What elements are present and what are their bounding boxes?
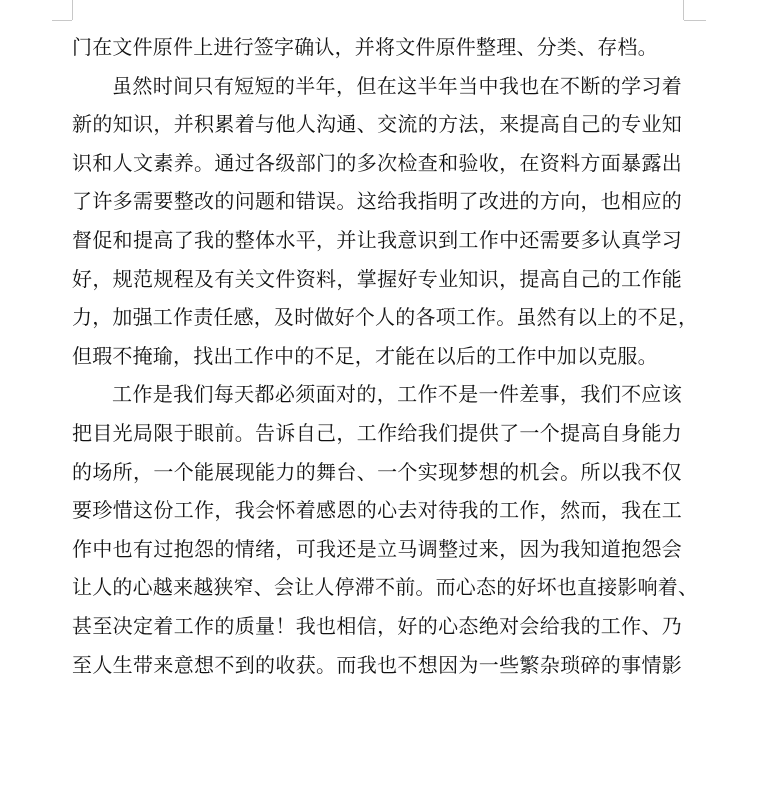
paragraph-first-line: 工作是我们每天都必须面对的，工作不是一件差事，我们不应该 [112, 382, 682, 407]
text-line: 至人生带来意想不到的收获。而我也不想因为一些繁杂琐碎的事情影 [72, 652, 682, 677]
crop-mark-top-right-horizontal [684, 20, 706, 21]
text-line: 好，规范规程及有关文件资料，掌握好专业知识，提高自己的工作能 [72, 266, 682, 291]
crop-mark-top-right-vertical [683, 0, 684, 20]
crop-mark-top-left-vertical [72, 0, 73, 20]
text-line: 让人的心越来越狭窄、会让人停滞不前。而心态的好坏也直接影响着、 [72, 575, 699, 600]
text-line: 识和人文素养。通过各级部门的多次检查和验收，在资料方面暴露出 [72, 150, 682, 175]
document-body[interactable] [72, 28, 699, 684]
text-line: 要珍惜这份工作，我会怀着感恩的心去对待我的工作，然而，我在工 [72, 498, 682, 523]
text-line: 了许多需要整改的问题和错误。这给我指明了改进的方向，也相应的 [72, 189, 682, 214]
text-line: 把目光局限于眼前。告诉自己，工作给我们提供了一个提高自身能力 [72, 420, 682, 445]
text-line: 甚至决定着工作的质量！我也相信，好的心态绝对会给我的工作、乃 [72, 613, 682, 638]
text-line: 新的知识，并积累着与他人沟通、交流的方法，来提高自己的专业知 [72, 112, 682, 137]
text-line: 门在文件原件上进行签字确认，并将文件原件整理、分类、存档。 [72, 35, 658, 59]
text-line: 的场所，一个能展现能力的舞台、一个实现梦想的机会。所以我不仅 [72, 459, 682, 484]
text-line: 作中也有过抱怨的情绪，可我还是立马调整过来，因为我知道抱怨会 [72, 536, 682, 561]
text-line: 力，加强工作责任感，及时做好个人的各项工作。虽然有以上的不足， [72, 305, 699, 330]
crop-mark-top-left-horizontal [52, 20, 72, 21]
paragraph-first-line: 虽然时间只有短短的半年，但在这半年当中我也在不断的学习着 [112, 73, 682, 98]
text-line: 但瑕不掩瑜，找出工作中的不足，才能在以后的工作中加以克服。 [72, 343, 658, 368]
text-line: 督促和提高了我的整体水平，并让我意识到工作中还需要多认真学习 [72, 227, 682, 252]
